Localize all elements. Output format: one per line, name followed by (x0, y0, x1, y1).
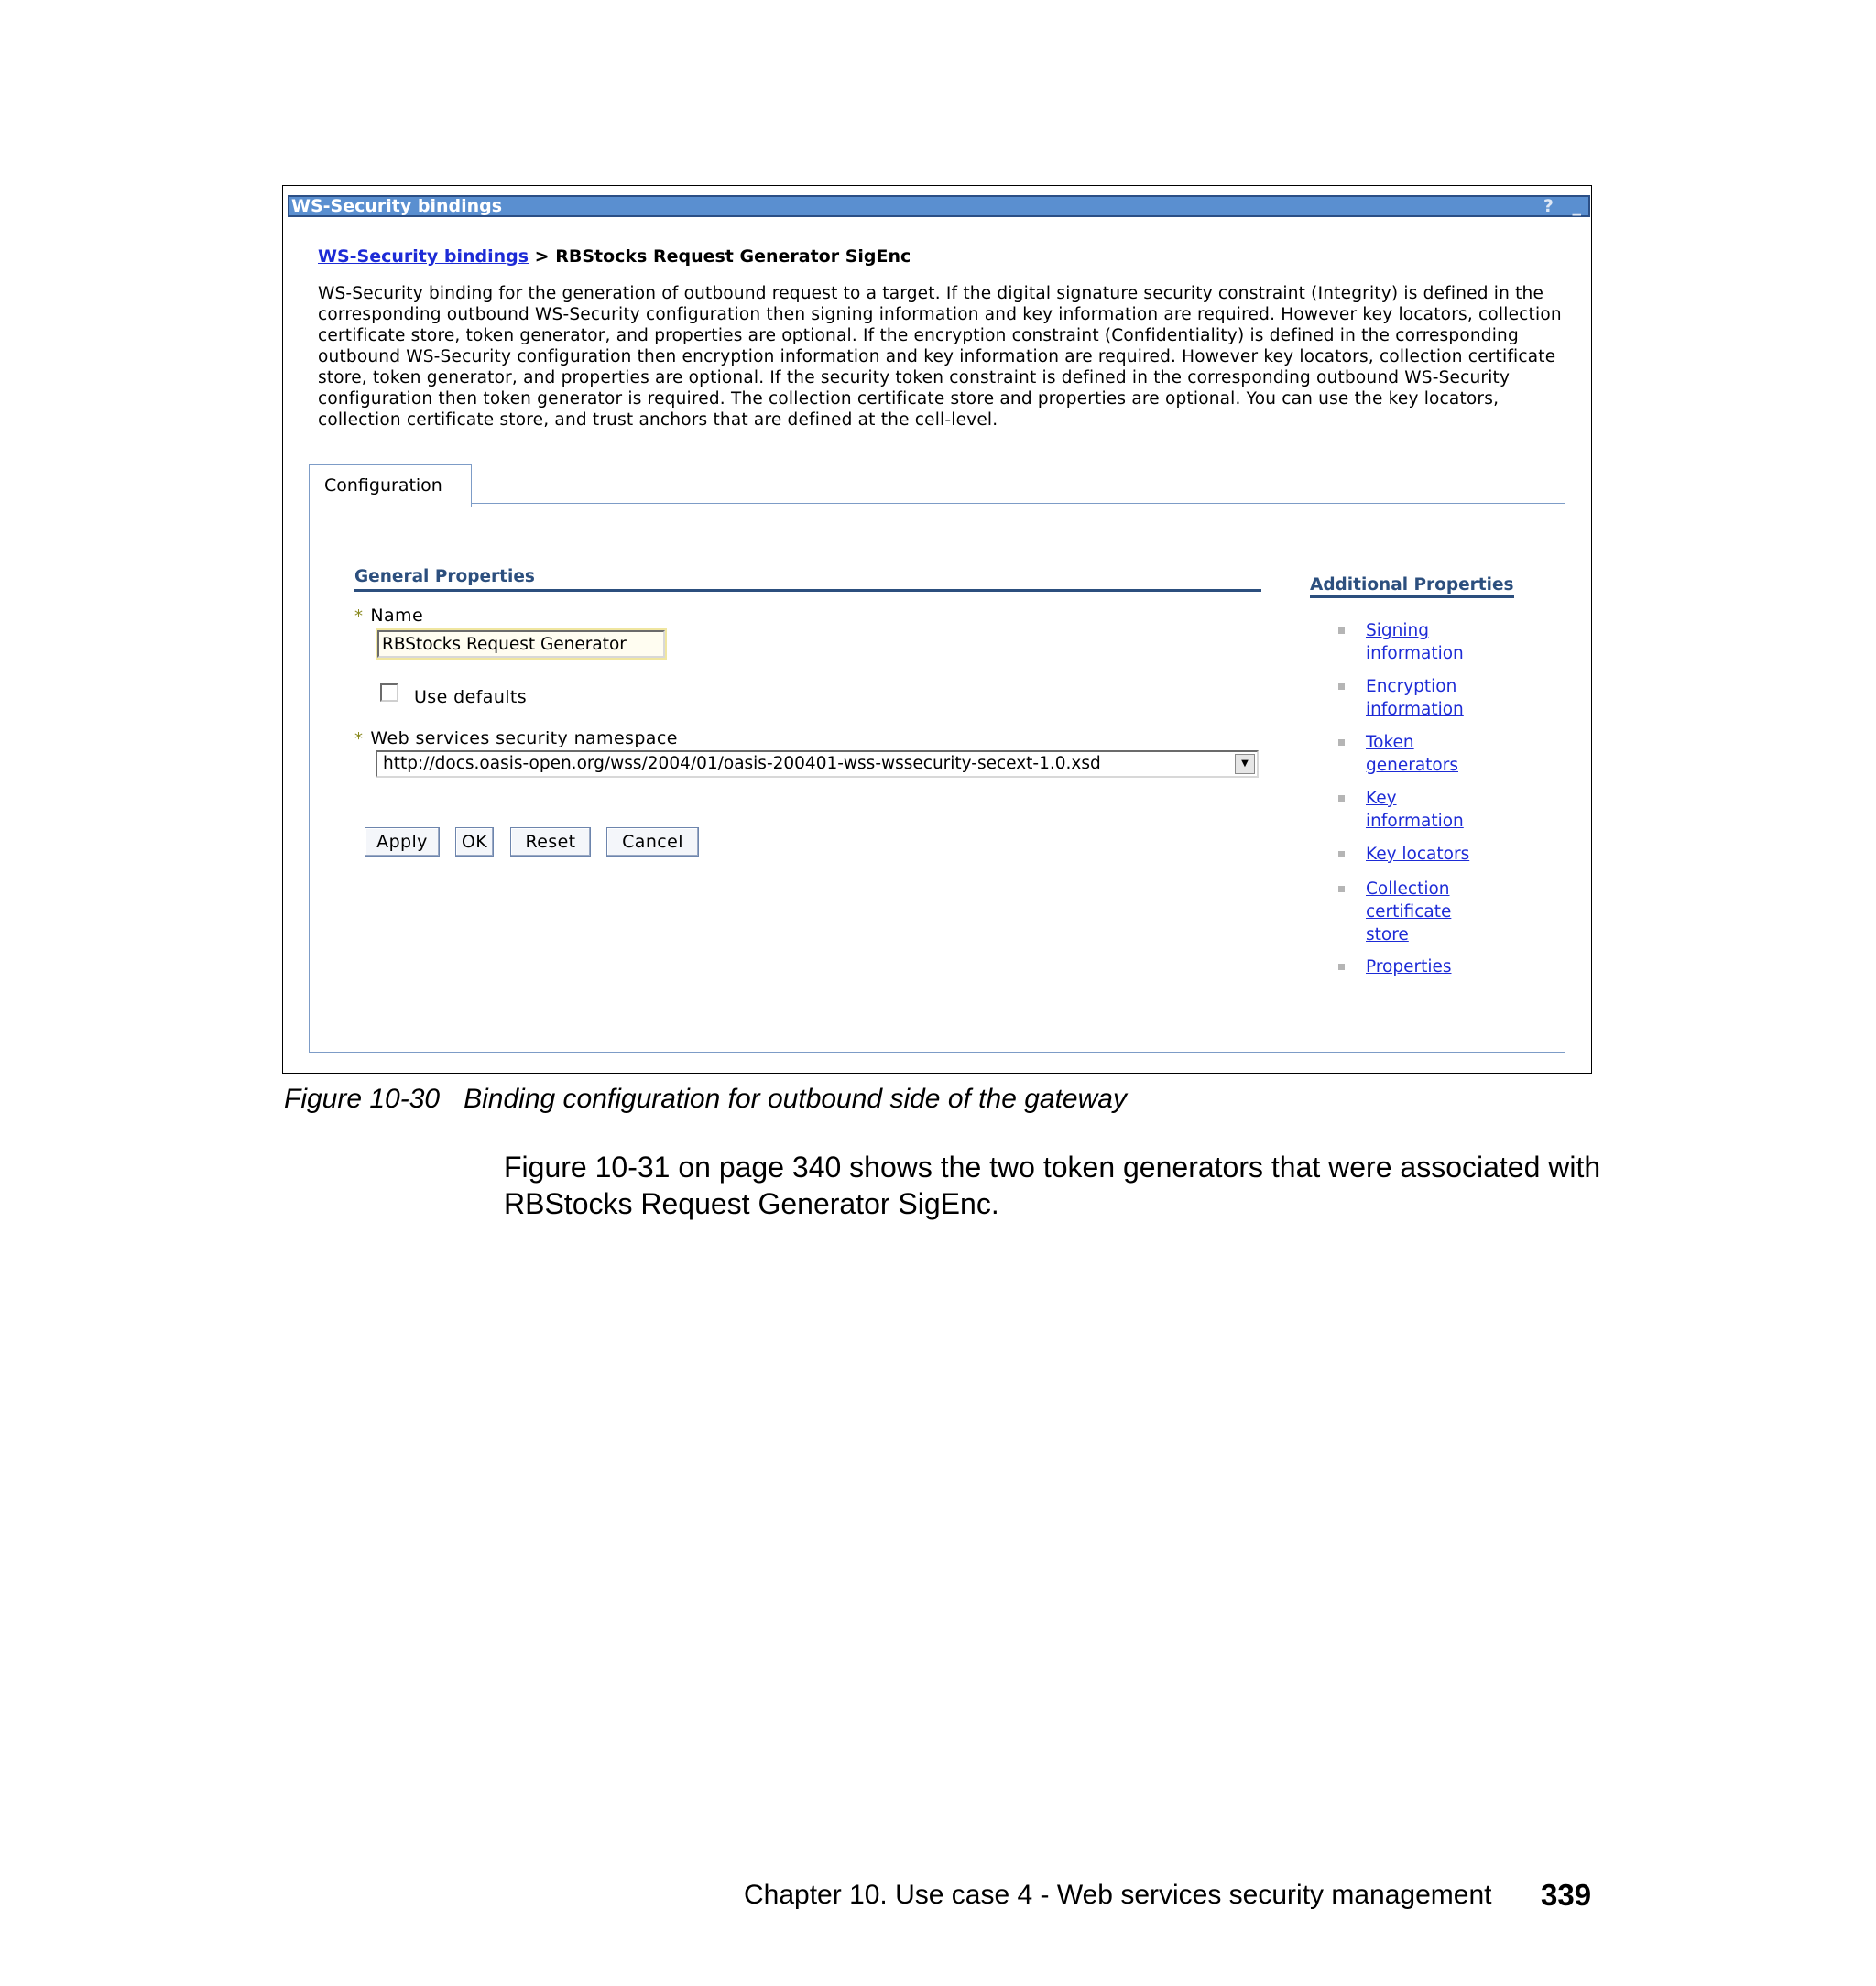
use-defaults-checkbox[interactable] (380, 683, 398, 702)
breadcrumb-current: RBStocks Request Generator SigEnc (555, 246, 911, 267)
page-number: 339 (1541, 1878, 1592, 1912)
bullet-icon (1338, 795, 1345, 802)
namespace-selected-value: http://docs.oasis-open.org/wss/2004/01/oasis-200401-wss-wssecurity-secext-1.0.xsd (383, 754, 1101, 773)
name-label: Name (370, 606, 424, 626)
token-generators-link[interactable]: Token generators (1366, 733, 1458, 775)
apply-button[interactable]: Apply (365, 827, 440, 857)
required-icon: * (354, 606, 364, 626)
additional-properties-title: Additional Properties (1310, 575, 1514, 598)
help-icon[interactable]: ? (1543, 196, 1554, 216)
bullet-icon (1338, 964, 1345, 970)
general-properties-title: General Properties (354, 567, 535, 586)
reset-button[interactable]: Reset (510, 827, 591, 857)
minimize-icon[interactable]: _ (1572, 196, 1581, 216)
collection-certificate-store-link[interactable]: Collection certificate store (1366, 879, 1452, 944)
namespace-label-row (354, 728, 678, 748)
screenshot-frame (282, 185, 1592, 1074)
name-label-row (354, 606, 423, 626)
key-locators-link[interactable]: Key locators (1366, 845, 1470, 864)
figure-caption-text: Binding configuration for outbound side of the gateway (464, 1084, 1127, 1114)
breadcrumb (318, 246, 911, 267)
namespace-select[interactable] (376, 750, 1259, 778)
bullet-icon (1338, 851, 1345, 857)
page-description: WS-Security binding for the generation of outbound request to a target. If the digital signature security constraint (Integrity) is defined in the corresponding outbound WS-Security configuration then signing information and key information are required. However key locators, collection certificate store, token generator, and properties are optional. If the encryption constraint (Confidentiality) is defined in the corresponding outbound WS-Security configuration then encryption information and key information are required. However key locators, collection certificate store, token generator, and properties are optional. If the security token constraint is defined in the corresponding outbound WS-Security configuration then token generator is required. The collection certificate store and properties are optional. You can use the key locators, collection certificate store, and trust anchors that are defined at the cell-level. (318, 284, 1562, 430)
required-icon: * (354, 729, 364, 748)
bullet-icon (1338, 886, 1345, 892)
properties-link[interactable]: Properties (1366, 957, 1452, 977)
encryption-information-link[interactable]: Encryption information (1366, 677, 1464, 719)
use-defaults-label: Use defaults (414, 687, 528, 707)
breadcrumb-link-ws-security-bindings[interactable]: WS-Security bindings (318, 246, 529, 267)
namespace-label: Web services security namespace (370, 728, 678, 748)
breadcrumb-separator: > (529, 246, 556, 267)
chevron-down-icon[interactable]: ▼ (1235, 754, 1255, 774)
signing-information-link[interactable]: Signing information (1366, 621, 1464, 663)
bullet-icon (1338, 627, 1345, 634)
name-input[interactable] (377, 630, 665, 658)
tab-configuration[interactable]: Configuration (309, 464, 472, 507)
window-title: WS-Security bindings (291, 196, 503, 216)
bullet-icon (1338, 739, 1345, 746)
footer-chapter: Chapter 10. Use case 4 - Web services security management (744, 1880, 1492, 1910)
general-properties-divider (354, 589, 1261, 592)
figure-number: Figure 10-30 (284, 1084, 441, 1114)
ok-button[interactable]: OK (455, 827, 494, 857)
body-paragraph: Figure 10-31 on page 340 shows the two token generators that were associated with RBStocks Request Generator SigEnc. (504, 1151, 1601, 1220)
cancel-button[interactable]: Cancel (606, 827, 699, 857)
figure-caption (284, 1084, 1127, 1115)
key-information-link[interactable]: Key information (1366, 789, 1464, 831)
window-titlebar (288, 195, 1590, 217)
bullet-icon (1338, 683, 1345, 690)
